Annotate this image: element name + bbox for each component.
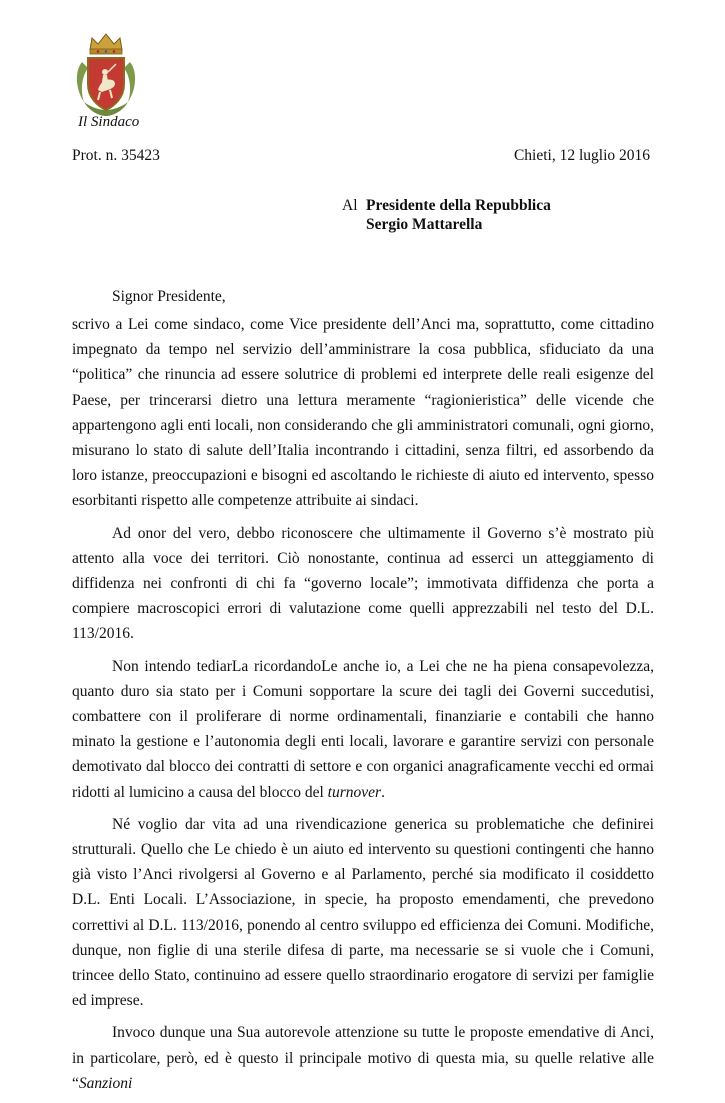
city-coat-of-arms-icon: [72, 28, 140, 120]
recipient-prefix: Al: [342, 197, 358, 214]
paragraph-1: scrivo a Lei come sindaco, come Vice presidente dell’Anci ma, soprattutto, come cittadino impegnato da tempo nel servizio dell’amministrare la cosa pubblica, sfiduciato da una “politica” che rinuncia ad essere solutrice di problemi ed interprete delle reali esigenze del Paese, per trincerarsi dietro una lettura meramente “ragionieristica” delle vicende che appartengono agli enti locali, non considerando che gli amministratori comunali, ogni giorno, misurano lo stato di salute dell’Italia incontrando i cittadini, senza filtri, ed assorbendo da loro istanze, preoccupazioni e bisogni ed ascoltando le richieste di aiuto ed intervento, spesso esorbitanti rispetto alle competenze attribuite ai sindaci.: [72, 316, 654, 510]
recipient-name: Sergio Mattarella: [366, 216, 483, 233]
letter-body: [72, 312, 654, 1103]
office-title: Il Sindaco: [78, 114, 140, 130]
place-and-date: Chieti, 12 luglio 2016: [513, 147, 650, 164]
paragraph-3-italic: turnover: [327, 783, 382, 801]
paragraph-5-text: Invoco dunque una Sua autorevole attenzione su tutte le proposte emendative di Anci, in particolare, però, ed è questo il principale motivo di questa mia, su quelle relative alle “: [72, 1024, 654, 1092]
recipient-title: Presidente della Repubblica: [366, 197, 551, 214]
paragraph-5-italic: Sanzioni: [78, 1074, 133, 1092]
protocol-number: Prot. n. 35423: [72, 147, 160, 164]
paragraph-5: [72, 1020, 654, 1096]
paragraph-3: [72, 654, 654, 805]
paragraph-4: Né voglio dar vita ad una rivendicazione generica su problematiche che definirei strutturali. Quello che Le chiedo è un aiuto ed intervento su questioni contingenti che hanno già visto l’Anci rivolgersi al Governo e al Parlamento, perché sia modificato il cosiddetto D.L. Enti Locali. L’Associazione, in specie, ha proposto emendamenti, che prevedono correttivi al D.L. 113/2016, ponendo al centro sviluppo ed efficienza dei Comuni. Modifiche, dunque, non figlie di una sterile difesa di parte, ma necessarie se si vuole che i Comuni, trincee dello Stato, continuino ad essere quello straordinario erogatore di servizi per famiglie ed imprese.: [72, 815, 654, 1010]
paragraph-3-end: .: [381, 783, 385, 801]
salutation: Signor Presidente,: [112, 288, 226, 305]
recipient-block: [342, 196, 551, 234]
paragraph-3-text: Non intendo tediarLa ricordandoLe anche io, a Lei che ne ha piena consapevolezza, quanto duro sia stato per i Comuni sopportare la scure dei tagli dei Governi succedutisi, combattere con il proliferare di norme ordinamentali, finanziarie e contabili che hanno minato la gestione e l’autonomia degli enti locali, lavorare e garantire servizi con personale demotivato dal blocco dei contratti di settore e con organici anagraficamente vecchi ed ormai ridotti al lumicino a causa del blocco del: [72, 657, 654, 801]
paragraph-2: Ad onor del vero, debbo riconoscere che ultimamente il Governo s’è mostrato più attento alla voce dei territori. Ciò nonostante, continua ad esserci un atteggiamento di diffidenza nei confronti di chi fa “governo locale”; immotivata diffidenza che porta a compiere macroscopici errori di valutazione come quelli apprezzabili nel testo del D.L. 113/2016.: [72, 524, 654, 643]
recipient-names: [366, 196, 551, 234]
